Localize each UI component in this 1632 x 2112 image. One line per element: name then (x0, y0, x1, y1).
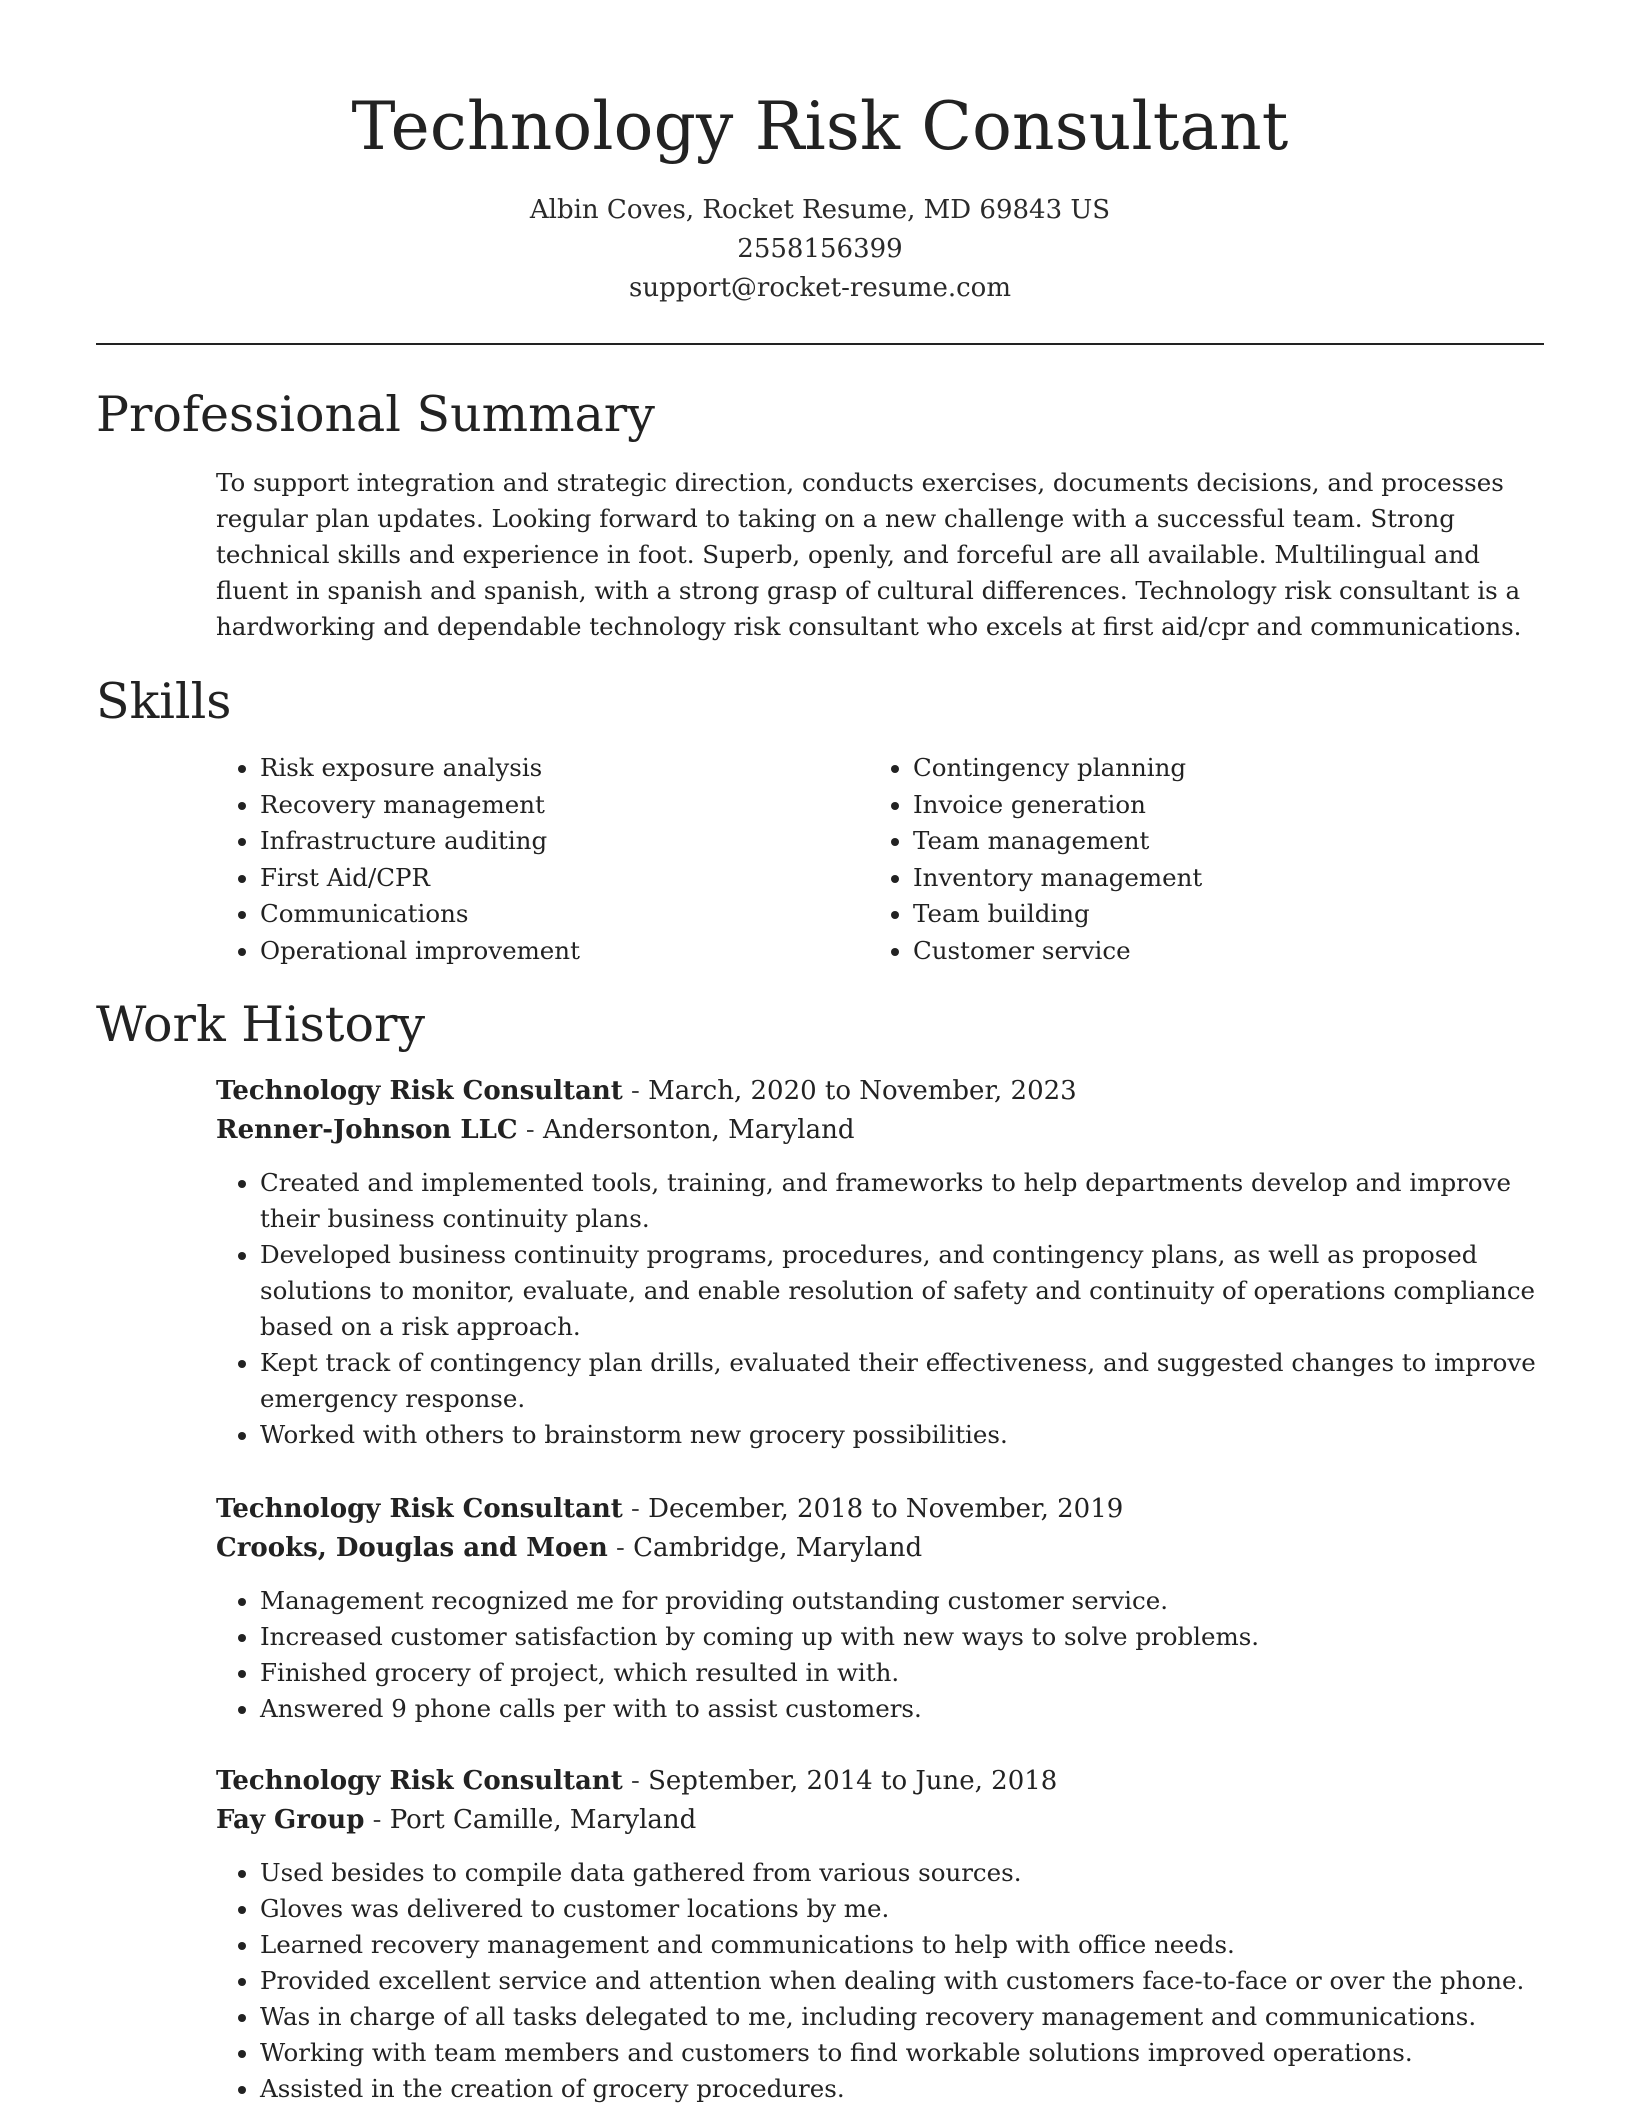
resume-title: Technology Risk Consultant (351, 88, 1289, 165)
job-bullet: • Answered 9 phone calls per with to assist customers. (260, 1691, 1546, 1727)
job-bullet-list (216, 1583, 1546, 1727)
job-dates: December, 2018 to November, 2019 (648, 1494, 1124, 1524)
job-bullet: • Assisted in the creation of grocery procedures. (260, 2071, 1546, 2107)
job-title: Technology Risk Consultant (216, 1076, 623, 1106)
job-separator: - (622, 1766, 649, 1796)
skills-heading: Skills (96, 673, 232, 730)
job-title-line (216, 1490, 1546, 1529)
job-company: Fay Group (216, 1805, 365, 1835)
job-entry (216, 1762, 1546, 2107)
job-separator: - (364, 1805, 390, 1835)
job-dates: September, 2014 to June, 2018 (648, 1766, 1058, 1796)
job-location: Andersonton, Maryland (542, 1115, 855, 1145)
work-history-heading: Work History (96, 996, 426, 1053)
job-company-line (216, 1529, 1546, 1568)
job-entry (216, 1072, 1546, 1453)
job-bullet: • Management recognized me for providing outstanding customer service. (260, 1583, 1546, 1619)
contact-address: Albin Coves, Rocket Resume, MD 69843 US (529, 195, 1111, 225)
skill-item: • Contingency planning (913, 750, 1543, 787)
skill-item: • Team building (913, 896, 1543, 933)
job-location: Cambridge, Maryland (633, 1533, 923, 1563)
skill-item: • Team management (913, 823, 1543, 860)
job-bullet: • Was in charge of all tasks delegated to me, including recovery management and communications. (260, 1999, 1546, 2035)
skills-list-right (869, 750, 1543, 970)
job-bullet: • Kept track of contingency plan drills, evaluated their effectiveness, and suggested changes to improve emergency response. (260, 1345, 1546, 1417)
contact-phone: 2558156399 (737, 234, 903, 264)
skill-item: • Operational improvement (260, 933, 870, 970)
job-title-line (216, 1072, 1546, 1111)
skill-item: • First Aid/CPR (260, 860, 870, 897)
job-company: Crooks, Douglas and Moen (216, 1533, 608, 1563)
job-entry (216, 1490, 1546, 1727)
header-divider (96, 343, 1544, 345)
job-separator: - (607, 1533, 634, 1563)
professional-summary-text: To support integration and strategic direction, conducts exercises, documents decisions, and processes regular plan updates. Looking forward to taking on a new challenge with a successful team. Strong technical skills and experience in foot. Superb, openly, and forceful are all available. Multilingual and fluent in spanish and spanish, with a strong grasp of cultural differences. Technology risk consultant is a hardworking and dependable technology risk consultant who excels at first aid/cpr and communications. (216, 468, 1522, 641)
contact-email: support@rocket-resume.com (628, 273, 1011, 303)
professional-summary-heading: Professional Summary (96, 386, 655, 443)
job-bullet: • Finished grocery of project, which resulted in with. (260, 1655, 1546, 1691)
skill-item: • Communications (260, 896, 870, 933)
job-bullet: • Used besides to compile data gathered from various sources. (260, 1855, 1546, 1891)
job-bullet: • Worked with others to brainstorm new grocery possibilities. (260, 1417, 1546, 1453)
job-title: Technology Risk Consultant (216, 1766, 623, 1796)
skills-list-left (216, 750, 870, 970)
job-bullet: • Developed business continuity programs, procedures, and contingency plans, as well as proposed solutions to monitor, evaluate, and enable resolution of safety and continuity of operations compliance based on a risk approach. (260, 1237, 1546, 1345)
job-bullet: • Gloves was delivered to customer locations by me. (260, 1891, 1546, 1927)
job-bullet: • Increased customer satisfaction by coming up with new ways to solve problems. (260, 1619, 1546, 1655)
job-separator: - (622, 1494, 649, 1524)
job-bullet: • Created and implemented tools, training, and frameworks to help departments develop and improve their business continuity plans. (260, 1165, 1546, 1237)
job-bullet: • Learned recovery management and communications to help with office needs. (260, 1927, 1546, 1963)
job-bullet: • Working with team members and customers to find workable solutions improved operations. (260, 2035, 1546, 2071)
skill-item: • Customer service (913, 933, 1543, 970)
job-bullet-list (216, 1165, 1546, 1453)
skill-item: • Infrastructure auditing (260, 823, 870, 860)
job-location: Port Camille, Maryland (389, 1805, 697, 1835)
skill-item: • Inventory management (913, 860, 1543, 897)
job-separator: - (622, 1076, 649, 1106)
job-separator: - (517, 1115, 543, 1145)
job-title: Technology Risk Consultant (216, 1494, 623, 1524)
job-company-line (216, 1801, 1546, 1840)
skill-item: • Risk exposure analysis (260, 750, 870, 787)
job-company-line (216, 1111, 1546, 1150)
job-bullet: • Provided excellent service and attention when dealing with customers face-to-face or over the phone. (260, 1963, 1546, 1999)
skill-item: • Recovery management (260, 787, 870, 824)
skill-item: • Invoice generation (913, 787, 1543, 824)
job-company: Renner-Johnson LLC (216, 1115, 518, 1145)
job-title-line (216, 1762, 1546, 1801)
job-bullet-list (216, 1855, 1546, 2107)
job-dates: March, 2020 to November, 2023 (648, 1076, 1077, 1106)
